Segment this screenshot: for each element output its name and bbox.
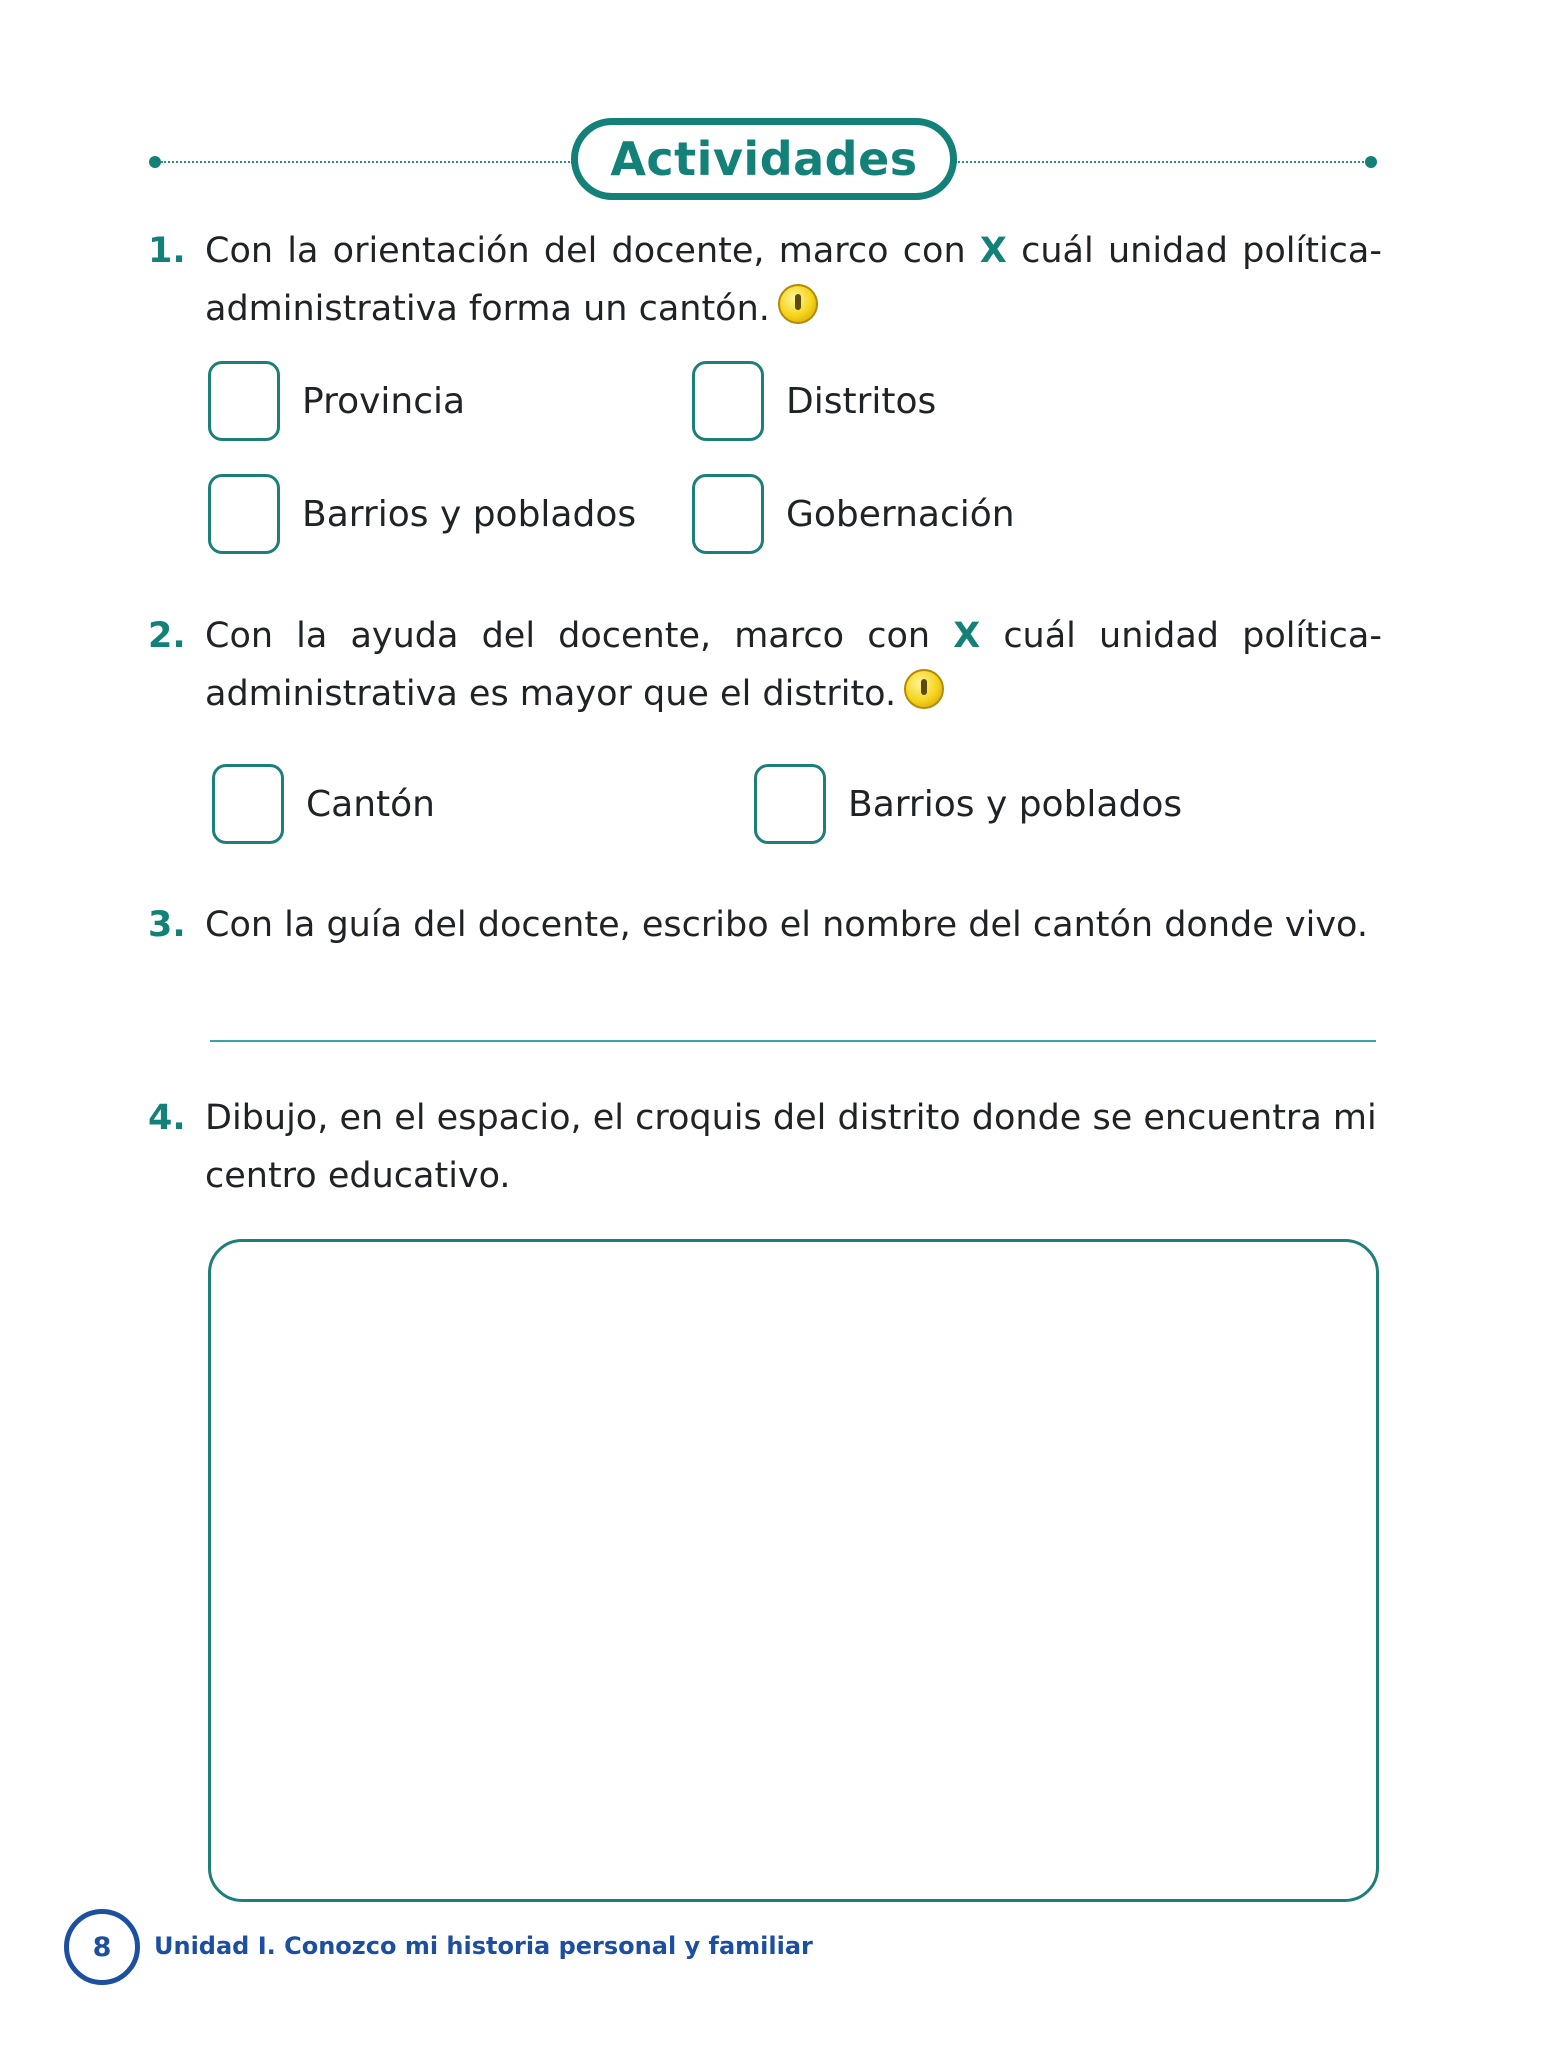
question-number: 3. [148, 905, 186, 945]
question-number: 4. [148, 1098, 186, 1138]
answer-line[interactable] [210, 1040, 1376, 1042]
option-canton[interactable] [212, 764, 435, 844]
page-title: Actividades [571, 118, 957, 200]
header-dotted-line-right [955, 161, 1367, 163]
option-label: Distritos [786, 380, 937, 422]
header-dot-left [149, 156, 161, 168]
lightbulb-icon [778, 284, 818, 324]
checkbox[interactable] [208, 474, 280, 554]
question-number: 1. [148, 231, 186, 271]
option-gobernacion[interactable] [692, 474, 1015, 554]
question-2 [148, 607, 1382, 723]
mark-x: X [979, 231, 1007, 271]
page-number: 8 [64, 1909, 140, 1985]
question-1 [148, 222, 1382, 338]
drawing-area[interactable] [208, 1239, 1379, 1902]
mark-x: X [953, 616, 981, 656]
option-label: Cantón [306, 783, 435, 825]
option-provincia[interactable] [208, 361, 465, 441]
question-number: 2. [148, 616, 186, 656]
option-label: Gobernación [786, 493, 1015, 535]
checkbox[interactable] [754, 764, 826, 844]
option-label: Provincia [302, 380, 466, 422]
option-barrios-y-poblados-2[interactable] [754, 764, 1182, 844]
option-barrios-y-poblados[interactable] [208, 474, 636, 554]
question-text: Dibujo, en el espacio, el croquis del distrito donde se encuentra mi centro educativo. [205, 1098, 1377, 1196]
question-3 [148, 896, 1382, 954]
footer-unit-text: Unidad I. Conozco mi historia personal y familiar [154, 1932, 813, 1960]
checkbox[interactable] [208, 361, 280, 441]
question-text: Con la guía del docente, escribo el nombre del cantón donde vivo. [205, 905, 1368, 945]
question-text: Con la orientación del docente, marco con X cuál unidad política-administrativa forma un cantón. [205, 231, 1382, 329]
question-text: Con la ayuda del docente, marco con X cuál unidad política-administrativa es mayor que el distrito. [205, 616, 1382, 714]
option-label: Barrios y poblados [848, 783, 1183, 825]
lightbulb-icon [904, 669, 944, 709]
checkbox[interactable] [212, 764, 284, 844]
question-4 [148, 1089, 1382, 1205]
checkbox[interactable] [692, 474, 764, 554]
header-dot-right [1365, 156, 1377, 168]
checkbox[interactable] [692, 361, 764, 441]
option-distritos[interactable] [692, 361, 936, 441]
option-label: Barrios y poblados [302, 493, 637, 535]
header-dotted-line-left [161, 161, 573, 163]
